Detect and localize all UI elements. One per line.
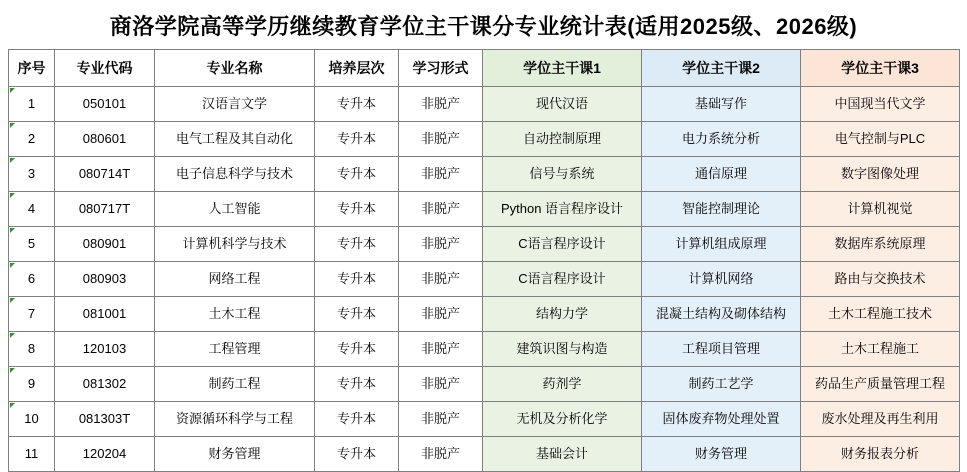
cell-seq: 7	[9, 297, 55, 332]
cell-level: 专升本	[315, 332, 399, 367]
cell-major-code: 080717T	[55, 192, 155, 227]
cell-study-form: 非脱产	[399, 227, 483, 262]
cell-major-code: 081001	[55, 297, 155, 332]
cell-course-2: 通信原理	[642, 157, 801, 192]
cell-course-2: 计算机组成原理	[642, 227, 801, 262]
column-header-level: 培养层次	[315, 50, 399, 87]
cell-study-form: 非脱产	[399, 437, 483, 472]
cell-course-1: 自动控制原理	[483, 122, 642, 157]
cell-course-2: 计算机网络	[642, 262, 801, 297]
cell-course-2: 固体废弃物处理处置	[642, 402, 801, 437]
page-title: 商洛学院高等学历继续教育学位主干课分专业统计表(适用2025级、2026级)	[109, 14, 858, 39]
cell-study-form: 非脱产	[399, 192, 483, 227]
cell-level: 专升本	[315, 367, 399, 402]
cell-study-form: 非脱产	[399, 297, 483, 332]
cell-study-form: 非脱产	[399, 367, 483, 402]
cell-seq: 3	[9, 157, 55, 192]
table-row	[9, 332, 960, 367]
cell-major-code: 080601	[55, 122, 155, 157]
column-header-seq: 序号	[9, 50, 55, 87]
column-header-major-code: 专业代码	[55, 50, 155, 87]
cell-course-1: 结构力学	[483, 297, 642, 332]
cell-major-name: 电子信息科学与技术	[155, 157, 315, 192]
cell-major-code: 080901	[55, 227, 155, 262]
table-row	[9, 437, 960, 472]
cell-course-3: 财务报表分析	[801, 437, 960, 472]
cell-seq: 10	[9, 402, 55, 437]
table-row	[9, 122, 960, 157]
table-row	[9, 87, 960, 122]
cell-major-name: 电气工程及其自动化	[155, 122, 315, 157]
cell-level: 专升本	[315, 122, 399, 157]
cell-course-3: 计算机视觉	[801, 192, 960, 227]
cell-course-1: 建筑识图与构造	[483, 332, 642, 367]
cell-course-1: 无机及分析化学	[483, 402, 642, 437]
cell-course-2: 工程项目管理	[642, 332, 801, 367]
cell-course-3: 土木工程施工	[801, 332, 960, 367]
cell-course-3: 数据库系统原理	[801, 227, 960, 262]
cell-level: 专升本	[315, 87, 399, 122]
cell-study-form: 非脱产	[399, 332, 483, 367]
cell-course-1: C语言程序设计	[483, 262, 642, 297]
cell-course-3: 路由与交换技术	[801, 262, 960, 297]
cell-major-name: 人工智能	[155, 192, 315, 227]
cell-course-3: 土木工程施工技术	[801, 297, 960, 332]
table-row	[9, 157, 960, 192]
cell-study-form: 非脱产	[399, 402, 483, 437]
cell-major-code: 120103	[55, 332, 155, 367]
table-row	[9, 192, 960, 227]
cell-course-1: 现代汉语	[483, 87, 642, 122]
cell-course-2: 混凝土结构及砌体结构	[642, 297, 801, 332]
table-header-row	[9, 50, 960, 87]
cell-course-2: 财务管理	[642, 437, 801, 472]
cell-course-3: 电气控制与PLC	[801, 122, 960, 157]
cell-major-code: 081303T	[55, 402, 155, 437]
cell-major-code: 081302	[55, 367, 155, 402]
cell-course-2: 制药工艺学	[642, 367, 801, 402]
column-header-course-2: 学位主干课2	[642, 50, 801, 87]
column-header-course-1: 学位主干课1	[483, 50, 642, 87]
cell-major-code: 080903	[55, 262, 155, 297]
cell-course-3: 数字图像处理	[801, 157, 960, 192]
table-row	[9, 262, 960, 297]
column-header-course-3: 学位主干课3	[801, 50, 960, 87]
cell-study-form: 非脱产	[399, 262, 483, 297]
table-row	[9, 367, 960, 402]
cell-course-3: 中国现当代文学	[801, 87, 960, 122]
cell-seq: 6	[9, 262, 55, 297]
cell-seq: 1	[9, 87, 55, 122]
table-row	[9, 297, 960, 332]
cell-course-1: C语言程序设计	[483, 227, 642, 262]
cell-course-1: 药剂学	[483, 367, 642, 402]
cell-major-name: 计算机科学与技术	[155, 227, 315, 262]
cell-level: 专升本	[315, 262, 399, 297]
cell-major-name: 财务管理	[155, 437, 315, 472]
cell-major-name: 资源循环科学与工程	[155, 402, 315, 437]
cell-level: 专升本	[315, 402, 399, 437]
cell-major-code: 050101	[55, 87, 155, 122]
cell-seq: 5	[9, 227, 55, 262]
cell-course-1: Python 语言程序设计	[483, 192, 642, 227]
cell-study-form: 非脱产	[399, 157, 483, 192]
cell-course-1: 基础会计	[483, 437, 642, 472]
cell-course-1: 信号与系统	[483, 157, 642, 192]
cell-seq: 2	[9, 122, 55, 157]
cell-level: 专升本	[315, 192, 399, 227]
cell-major-code: 120204	[55, 437, 155, 472]
cell-level: 专升本	[315, 227, 399, 262]
cell-course-3: 废水处理及再生利用	[801, 402, 960, 437]
column-header-study-form: 学习形式	[399, 50, 483, 87]
cell-major-name: 汉语言文学	[155, 87, 315, 122]
degree-core-course-table	[8, 49, 960, 472]
cell-study-form: 非脱产	[399, 122, 483, 157]
cell-seq: 11	[9, 437, 55, 472]
cell-level: 专升本	[315, 437, 399, 472]
cell-major-name: 网络工程	[155, 262, 315, 297]
table-row	[9, 227, 960, 262]
cell-major-code: 080714T	[55, 157, 155, 192]
cell-study-form: 非脱产	[399, 87, 483, 122]
cell-level: 专升本	[315, 297, 399, 332]
cell-major-name: 制药工程	[155, 367, 315, 402]
cell-course-2: 基础写作	[642, 87, 801, 122]
cell-level: 专升本	[315, 157, 399, 192]
cell-seq: 8	[9, 332, 55, 367]
cell-major-name: 工程管理	[155, 332, 315, 367]
table-row	[9, 402, 960, 437]
cell-seq: 4	[9, 192, 55, 227]
cell-course-3: 药品生产质量管理工程	[801, 367, 960, 402]
column-header-major-name: 专业名称	[155, 50, 315, 87]
cell-major-name: 土木工程	[155, 297, 315, 332]
cell-course-2: 电力系统分析	[642, 122, 801, 157]
cell-seq: 9	[9, 367, 55, 402]
cell-course-2: 智能控制理论	[642, 192, 801, 227]
